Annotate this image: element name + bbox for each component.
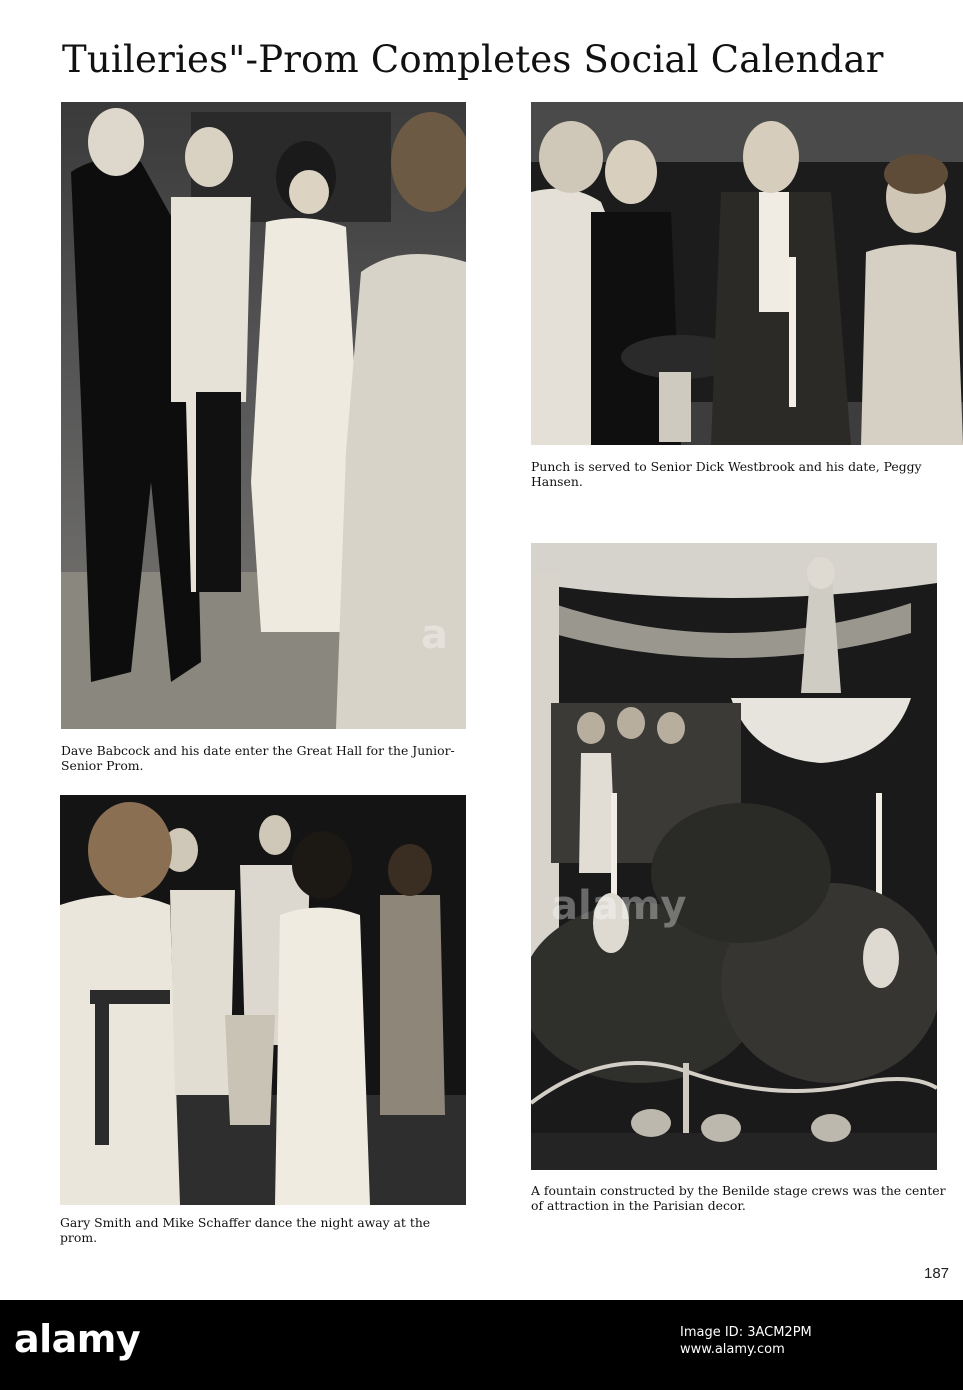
page-number: 187 (924, 1265, 950, 1282)
prom-entrance-photo (61, 102, 466, 729)
dancing-couples-caption: Gary Smith and Mike Schaffer dance the night away at the prom. (60, 1215, 431, 1245)
site-url-text: www.alamy.com (680, 1342, 785, 1357)
dancing-couples-photo (60, 795, 466, 1205)
fountain-decor-photo (531, 543, 937, 1170)
alamy-watermark: a (421, 612, 448, 658)
fountain-decor-caption: A fountain constructed by the Benilde stage crews was the center of attraction in the Parisian decor. (531, 1183, 946, 1213)
image-id-text: Image ID: 3ACM2PM (680, 1325, 812, 1340)
stock-footer-bar (0, 1300, 963, 1390)
alamy-logo: alamy (14, 1317, 141, 1361)
punch-served-caption: Punch is served to Senior Dick Westbrook and his date, Peggy Hansen. (531, 459, 922, 489)
prom-entrance-caption: Dave Babcock and his date enter the Great Hall for the Junior-Senior Prom. (61, 743, 455, 773)
alamy-watermark: alamy (551, 883, 687, 929)
punch-served-photo (531, 102, 963, 445)
page-title: Tuileries"-Prom Completes Social Calendar (62, 38, 884, 81)
